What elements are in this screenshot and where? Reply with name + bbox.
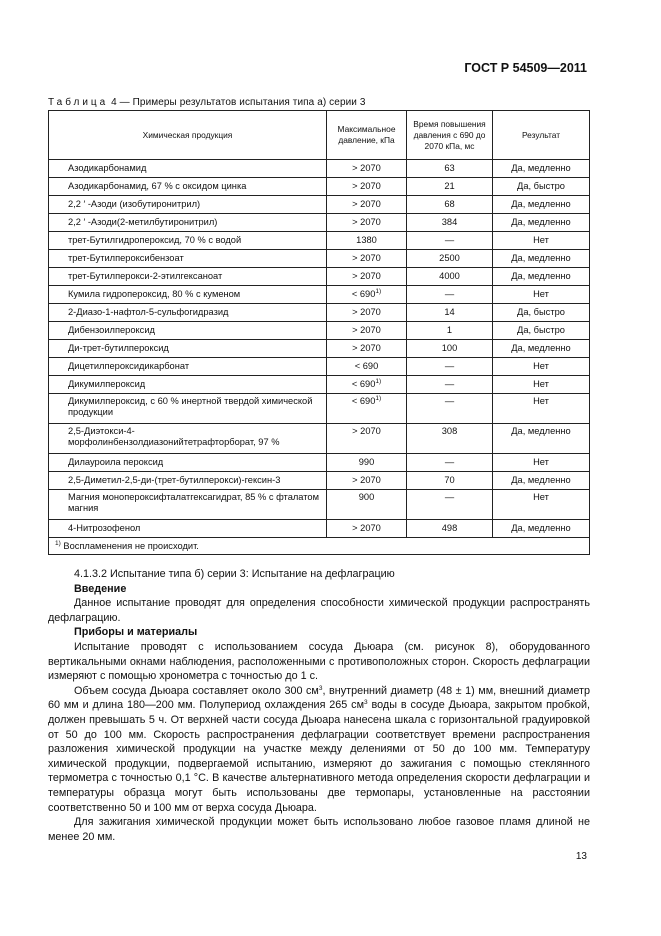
cell-product: 4-Нитрозофенол <box>49 520 327 538</box>
cell-result: Да, быстро <box>493 322 590 340</box>
cell-result: Нет <box>493 376 590 394</box>
cell-pressure: > 2070 <box>327 304 407 322</box>
cell-result: Нет <box>493 232 590 250</box>
table-footnote <box>49 538 590 555</box>
paragraph-dimensions <box>48 684 590 815</box>
cell-time: 63 <box>407 160 493 178</box>
table-row <box>49 304 590 322</box>
cell-pressure: > 2070 <box>327 250 407 268</box>
cell-product: Кумила гидропероксид, 80 % с куменом <box>49 286 327 304</box>
cell-result: Да, медленно <box>493 472 590 490</box>
cell-product: Ди-трет-бутилпероксид <box>49 340 327 358</box>
table-row <box>49 490 590 520</box>
cell-product: Дикумилпероксид <box>49 376 327 394</box>
cell-result: Нет <box>493 454 590 472</box>
dimensions-text-c: воды в сосуде Дьюара, закрытом пробкой, должен превышать 5 ч. От верхней части сосуда Дьюара нанесена шкала с горизонтальной градуировкой от 50 до 100 мм. Скорость распространения дефлаграции соответствует времени распространения разложения химической продукции на участке между делениями от 50 до 100 мм. Температуру химической продукции, подвергаемой испытанию, измеряют до зажигания с помощью стеклянного термометра с точностью 0,1 °С. В качестве альтернативного метода определения скорости дефлаграции и температуры образца могут быть использованы две термопары, установленные на расстоянии соответственно 50 и 100 мм от верха сосуда Дьюара. <box>48 699 591 814</box>
table-row <box>49 322 590 340</box>
cell-result: Да, медленно <box>493 268 590 286</box>
cell-pressure: > 2070 <box>327 520 407 538</box>
cell-product: 2,2 ′ -Азоди (изобутиронитрил) <box>49 196 327 214</box>
cell-result: Да, медленно <box>493 160 590 178</box>
cell-pressure: > 2070 <box>327 196 407 214</box>
cell-pressure: > 2070 <box>327 268 407 286</box>
cell-result: Да, быстро <box>493 178 590 196</box>
cell-product: трет-Бутилперокси-2-этилгексаноат <box>49 268 327 286</box>
footnote-mark: 1) <box>55 539 61 547</box>
document-header: ГОСТ Р 54509—2011 <box>464 61 587 75</box>
cell-result: Да, медленно <box>493 340 590 358</box>
cell-pressure: > 2070 <box>327 424 407 454</box>
page-number: 13 <box>575 851 587 862</box>
cell-pressure <box>327 376 407 394</box>
cell-pressure: 900 <box>327 490 407 520</box>
cell-time: — <box>407 376 493 394</box>
cell-time: 100 <box>407 340 493 358</box>
cell-time: — <box>407 358 493 376</box>
cell-product: Дилауроила пероксид <box>49 454 327 472</box>
table-row <box>49 178 590 196</box>
col-header-product: Химическая продукция <box>49 111 327 160</box>
paragraph-ignition: Для зажигания химической продукции может быть использовано любое газовое пламя длиной не менее 20 мм. <box>48 816 590 843</box>
cell-time: 308 <box>407 424 493 454</box>
section-heading: 4.1.3.2 Испытание типа б) серии 3: Испытание на дефлаграцию <box>74 568 395 580</box>
col-header-result: Результат <box>493 111 590 160</box>
cell-pressure: > 2070 <box>327 214 407 232</box>
cell-result: Да, медленно <box>493 250 590 268</box>
table-footnote-row <box>49 538 590 555</box>
caption-word: Таблица <box>48 97 109 108</box>
unit-superscript: 3 <box>318 684 323 692</box>
cell-pressure: > 2070 <box>327 178 407 196</box>
cell-result: Нет <box>493 490 590 520</box>
pressure-value: < 690 <box>351 379 376 389</box>
footnote-ref: 1) <box>375 288 382 295</box>
table-row <box>49 376 590 394</box>
cell-product: 2,5-Диметил-2,5-ди-(трет-бутилперокси)-гексин-3 <box>49 472 327 490</box>
cell-time: 2500 <box>407 250 493 268</box>
body-text <box>48 567 590 844</box>
paragraph-dewar: Испытание проводят с использованием сосуда Дьюара (см. рисунок 8), оборудованного вертикальными окнами наблюдения, расположенными с противоположных сторон. Скорость дефлаграции измеряют с помощью хронометра с точностью до 1 с. <box>48 640 590 683</box>
cell-time: 498 <box>407 520 493 538</box>
materials-heading: Приборы и материалы <box>74 626 198 639</box>
dimensions-text-a: Объем сосуда Дьюара составляет около 300 см <box>74 684 319 697</box>
footnote-ref: 1) <box>375 378 382 385</box>
cell-time: 21 <box>407 178 493 196</box>
cell-pressure: 990 <box>327 454 407 472</box>
cell-product: трет-Бутилгидропероксид, 70 % с водой <box>49 232 327 250</box>
cell-pressure: > 2070 <box>327 322 407 340</box>
cell-pressure: > 2070 <box>327 160 407 178</box>
table-row <box>49 160 590 178</box>
cell-result: Да, медленно <box>493 520 590 538</box>
table-caption <box>48 97 366 108</box>
footnote-text: Воспламенения не происходит. <box>63 540 199 551</box>
cell-time: — <box>407 232 493 250</box>
cell-product: Азодикарбонамид <box>49 160 327 178</box>
cell-product: Дицетилпероксидикарбонат <box>49 358 327 376</box>
cell-time: 1 <box>407 322 493 340</box>
cell-result: Да, медленно <box>493 424 590 454</box>
cell-pressure: > 2070 <box>327 472 407 490</box>
footnote-ref: 1) <box>375 395 382 402</box>
pressure-value: < 690 <box>351 289 376 299</box>
cell-time: — <box>407 394 493 424</box>
table-row <box>49 196 590 214</box>
cell-time: 384 <box>407 214 493 232</box>
dimensions-text-b: , внутренний диаметр (48 ± 1) мм, внешний диаметр 60 мм и длина 180—200 мм. Полупериод охлаждения 265 см <box>48 684 590 712</box>
cell-product: Дикумилпероксид, с 60 % инертной твердой химической продукции <box>49 394 327 424</box>
cell-time: — <box>407 490 493 520</box>
cell-pressure <box>327 394 407 424</box>
table-row <box>49 424 590 454</box>
cell-pressure: < 690 <box>327 358 407 376</box>
pressure-value: < 690 <box>351 396 376 406</box>
cell-time: 68 <box>407 196 493 214</box>
table-row <box>49 340 590 358</box>
cell-time: 70 <box>407 472 493 490</box>
cell-result: Нет <box>493 286 590 304</box>
col-header-time: Время повышения давления с 690 до 2070 кПа, мс <box>407 111 493 160</box>
cell-product: трет-Бутилпероксибензоат <box>49 250 327 268</box>
table-row <box>49 358 590 376</box>
unit-superscript: 3 <box>364 699 368 707</box>
cell-product: 2-Диазо-1-нафтол-5-сульфогидразид <box>49 304 327 322</box>
table-row <box>49 232 590 250</box>
table-row <box>49 250 590 268</box>
table-row <box>49 286 590 304</box>
cell-time: 4000 <box>407 268 493 286</box>
table-row <box>49 394 590 424</box>
cell-product: Магния монопероксифталатгексагидрат, 85 % с фталатом магния <box>49 490 327 520</box>
cell-result: Да, медленно <box>493 214 590 232</box>
intro-heading: Введение <box>74 582 127 595</box>
cell-time: — <box>407 286 493 304</box>
table-row <box>49 268 590 286</box>
cell-product: Азодикарбонамид, 67 % с оксидом цинка <box>49 178 327 196</box>
intro-paragraph: Данное испытание проводят для определения способности химической продукции распространять дефлаграцию. <box>48 597 590 624</box>
caption-text: 4 — Примеры результатов испытания типа а) серии 3 <box>111 97 366 108</box>
cell-product: Дибензоилпероксид <box>49 322 327 340</box>
cell-result: Да, медленно <box>493 196 590 214</box>
table-header-row <box>49 111 590 160</box>
table-row <box>49 214 590 232</box>
cell-product: 2,5-Диэтокси-4-морфолинбензолдиазонийтетрафторборат, 97 % <box>49 424 327 454</box>
cell-result: Да, быстро <box>493 304 590 322</box>
cell-product: 2,2 ′ -Азоди(2-метилбутиронитрил) <box>49 214 327 232</box>
col-header-pressure: Максимальное давление, кПа <box>327 111 407 160</box>
cell-pressure: 1380 <box>327 232 407 250</box>
cell-result: Нет <box>493 394 590 424</box>
cell-time: — <box>407 454 493 472</box>
cell-pressure: > 2070 <box>327 340 407 358</box>
table-row <box>49 520 590 538</box>
cell-pressure <box>327 286 407 304</box>
table-row <box>49 454 590 472</box>
results-table <box>48 110 590 555</box>
cell-time: 14 <box>407 304 493 322</box>
table-row <box>49 472 590 490</box>
cell-result: Нет <box>493 358 590 376</box>
